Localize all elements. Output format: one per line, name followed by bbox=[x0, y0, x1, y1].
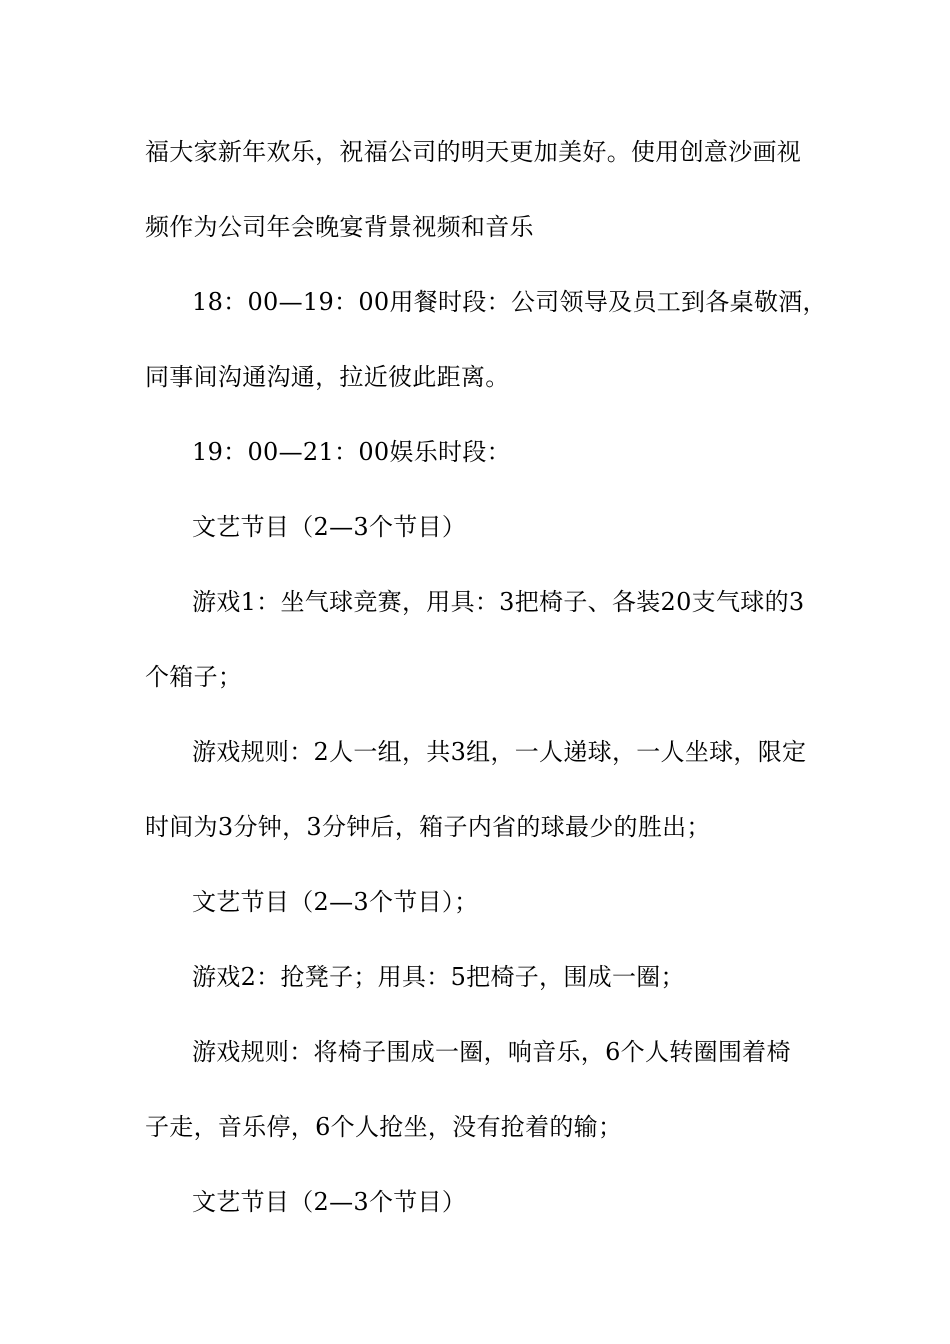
program-item-line: 文艺节目（2—3个节目） bbox=[192, 513, 467, 541]
body-text-line: 频作为公司年会晚宴背景视频和音乐 bbox=[145, 213, 534, 241]
body-text-line: 子走，音乐停，6个人抢坐，没有抢着的输； bbox=[145, 1113, 623, 1141]
program-item-line: 文艺节目（2—3个节目）； bbox=[192, 888, 479, 916]
body-text-line: 个箱子； bbox=[145, 663, 243, 691]
body-text-line: 时间为3分钟，3分钟后，箱子内省的球最少的胜出； bbox=[145, 813, 711, 841]
game-2-rules-line: 游戏规则：将椅子围成一圈，响音乐，6个人转圈围着椅 bbox=[192, 1038, 791, 1066]
game-1-rules-line: 游戏规则：2人一组，共3组，一人递球，一人坐球，限定 bbox=[192, 738, 807, 766]
schedule-entertainment-line: 19：00—21：00娱乐时段： bbox=[192, 438, 511, 466]
body-text-line: 福大家新年欢乐，祝福公司的明天更加美好。使用创意沙画视 bbox=[145, 138, 802, 166]
body-text-line: 同事间沟通沟通，拉近彼此距离。 bbox=[145, 363, 510, 391]
program-item-line: 文艺节目（2—3个节目） bbox=[192, 1188, 467, 1216]
game-1-line: 游戏1：坐气球竞赛，用具：3把椅子、各装20支气球的3 bbox=[192, 588, 805, 616]
schedule-dinner-line: 18：00—19：00用餐时段：公司领导及员工到各桌敬酒， bbox=[192, 288, 827, 316]
game-2-line: 游戏2：抢凳子；用具：5把椅子，围成一圈； bbox=[192, 963, 685, 991]
